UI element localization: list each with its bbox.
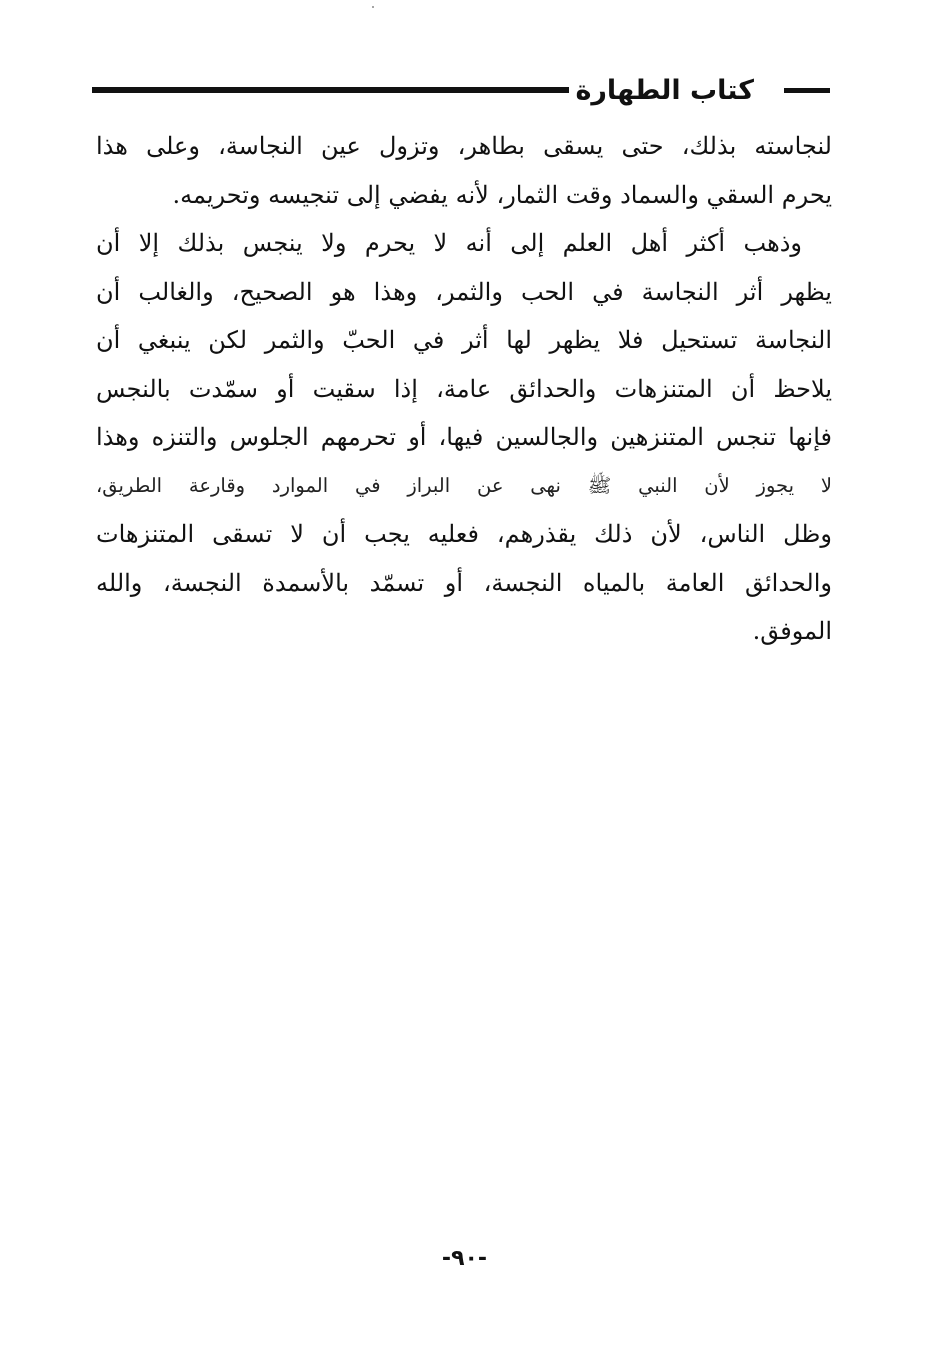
- text-line: فإنها تنجس المتنزهين والجالسين فيها، أو تحرمهم الجلوس والتنزه وهذا: [96, 423, 832, 451]
- text-line: يحرم السقي والسماد وقت الثمار، لأنه يفضي إلى تنجيسه وتحريمه.: [172, 180, 832, 209]
- text-line: يظهر أثر النجاسة في الحب والثمر، وهذا هو الصحيح، والغالب أن: [96, 277, 832, 306]
- scan-speck: [372, 6, 374, 8]
- header-rule: [92, 87, 569, 93]
- text-line: والحدائق العامة بالمياه النجسة، أو تسمّد بالأسمدة النجسة، والله: [96, 568, 832, 597]
- text-line: لنجاسته بذلك، حتى يسقى بطاهر، وتزول عين النجاسة، وعلى هذا: [96, 132, 832, 160]
- text-line: النجاسة تستحيل فلا يظهر لها أثر في الحبّ والثمر لكن ينبغي أن: [96, 326, 832, 354]
- header-dash: [784, 88, 830, 93]
- text-line: الموفق.: [752, 617, 832, 645]
- text-line: لا يجوز لأن النبي ﷺ نهى عن البراز في الموارد وقارعة الطريق،: [96, 473, 832, 497]
- text-line: وذهب أكثر أهل العلم إلى أنه لا يحرم ولا ينجس بذلك إلا أن: [96, 229, 802, 257]
- page-number: -٩٠-: [441, 1246, 488, 1271]
- body-text: [96, 122, 832, 656]
- text-line: وظل الناس، لأن ذلك يقذرهم، فعليه يجب أن لا تسقى المتنزهات: [96, 520, 832, 548]
- chapter-title: كتاب الطهارة: [575, 74, 754, 106]
- running-header: [92, 70, 830, 110]
- text-line: يلاحظ أن المتنزهات والحدائق عامة، إذا سقيت أو سمّدت بالنجس: [96, 374, 832, 403]
